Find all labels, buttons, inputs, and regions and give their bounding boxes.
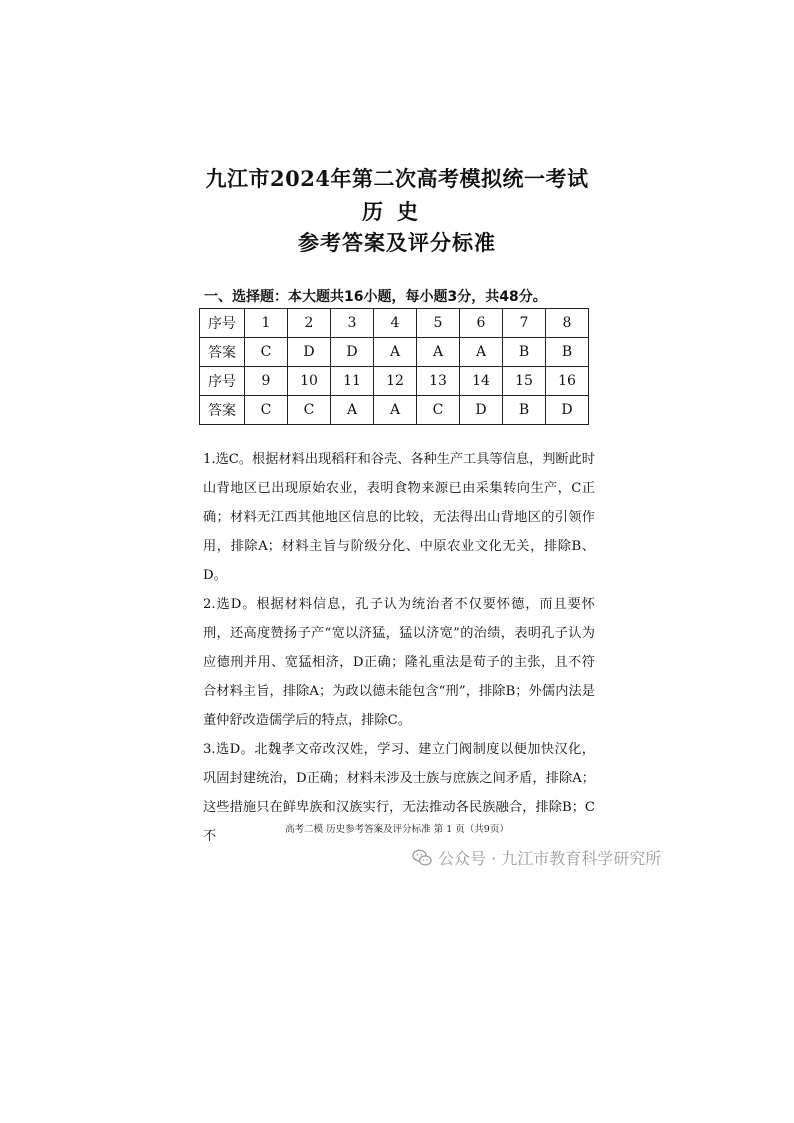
table-cell: 13: [417, 367, 460, 396]
table-cell: 9: [245, 367, 288, 396]
table-cell: 10: [288, 367, 331, 396]
table-cell: D: [546, 396, 589, 425]
table-cell: C: [288, 396, 331, 425]
row-label: 序号: [200, 309, 245, 338]
wechat-icon: [412, 849, 432, 867]
table-cell: A: [460, 338, 503, 367]
table-cell: 8: [546, 309, 589, 338]
subject-title: 历史: [362, 199, 432, 224]
page-footer: 高考二模 历史参考答案及评分标准 第 1 页（共9页）: [285, 824, 509, 835]
table-cell: 11: [331, 367, 374, 396]
table-cell: 15: [503, 367, 546, 396]
answer-table: [199, 308, 589, 425]
table-cell: 3: [331, 309, 374, 338]
table-cell: 7: [503, 309, 546, 338]
watermark-text: 公众号 · 九江市教育科学研究所: [438, 849, 662, 868]
row-label: 答案: [200, 338, 245, 367]
explanation-1: 1.选C。根据材料出现稻秆和谷壳、各种生产工具等信息，判断此时山背地区已出现原始农业，表明食物来源已由采集转向生产，C正确；材料无江西其他地区信息的比较，无法得出山背地区的引领作用，排除A；材料主旨与阶级分化、中原农业文化无关，排除B、D。: [203, 452, 595, 583]
table-cell: B: [546, 338, 589, 367]
explanation-2: 2.选D。根据材料信息，孔子认为统治者不仅要怀德，而且要怀刑，还高度赞扬子产“宽以济猛，猛以济宽”的治绩，表明孔子认为应德刑并用、宽猛相济，D正确；隆礼重法是荀子的主张，且不符合材料主旨，排除A；为政以德未能包含“刑”，排除B；外儒内法是董仲舒改造儒学后的特点，排除C。: [203, 597, 595, 728]
table-cell: 4: [374, 309, 417, 338]
table-cell: C: [417, 396, 460, 425]
explanation-3: 3.选D。北魏孝文帝改汉姓，学习、建立门阀制度以便加快汉化，巩固封建统治，D正确；材料未涉及士族与庶族之间矛盾，排除A；这些措施只在鲜卑族和汉族实行，无法推动各民族融合，排除B；C不: [203, 742, 595, 844]
table-cell: 6: [460, 309, 503, 338]
table-cell: 2: [288, 309, 331, 338]
watermark: [412, 846, 661, 869]
table-cell: 5: [417, 309, 460, 338]
table-cell: 16: [546, 367, 589, 396]
table-cell: A: [374, 396, 417, 425]
table-cell: A: [331, 396, 374, 425]
table-cell: B: [503, 396, 546, 425]
exam-title: 九江市2024年第二次高考模拟统一考试: [205, 166, 589, 191]
table-row: [200, 396, 589, 425]
table-cell: A: [374, 338, 417, 367]
table-row: [200, 309, 589, 338]
explanations: [203, 445, 595, 851]
section-heading: 一、选择题：本大题共16小题，每小题3分，共48分。: [204, 289, 547, 305]
table-cell: D: [460, 396, 503, 425]
table-cell: B: [503, 338, 546, 367]
table-cell: C: [245, 338, 288, 367]
table-cell: A: [417, 338, 460, 367]
table-row: [200, 338, 589, 367]
table-cell: 12: [374, 367, 417, 396]
answer-key-subtitle: 参考答案及评分标准: [298, 230, 496, 255]
table-cell: C: [245, 396, 288, 425]
row-label: 答案: [200, 396, 245, 425]
row-label: 序号: [200, 367, 245, 396]
table-row: [200, 367, 589, 396]
table-cell: 1: [245, 309, 288, 338]
table-cell: 14: [460, 367, 503, 396]
table-cell: D: [288, 338, 331, 367]
table-cell: D: [331, 338, 374, 367]
